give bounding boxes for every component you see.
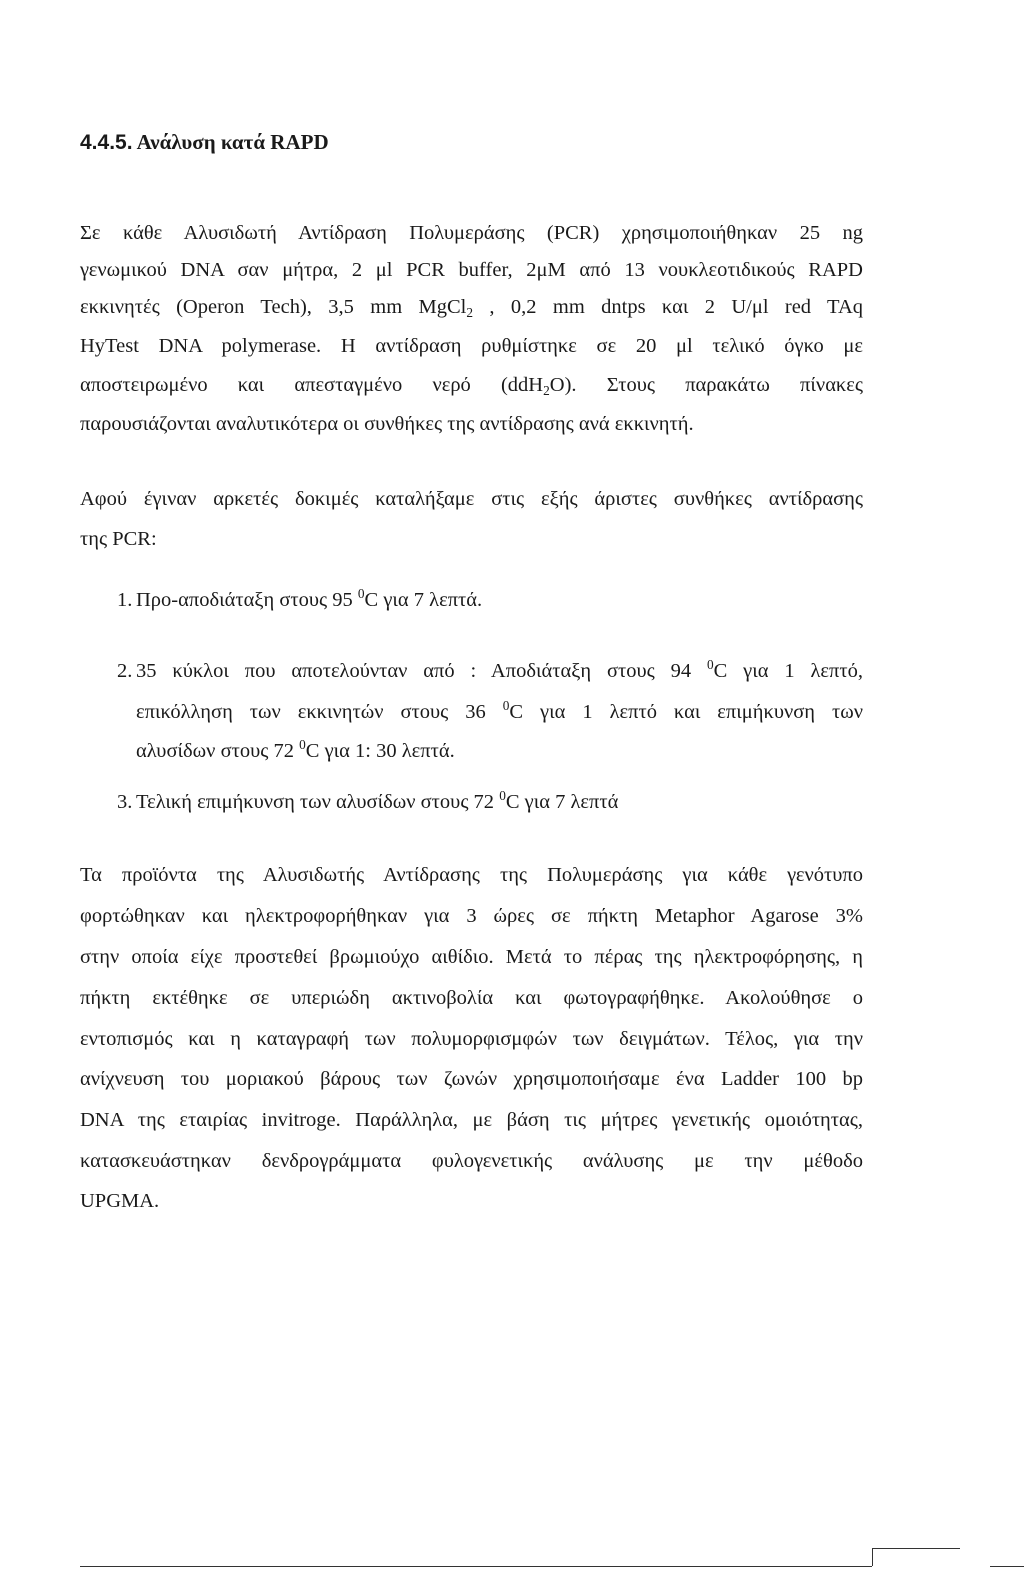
- para3-line3: στην οποία είχε προστεθεί βρωμιούχο αιθίδιο. Μετά το πέρας της ηλεκτροφόρησης, η: [80, 946, 863, 968]
- step2-l2-b: C για 1 λεπτό και επιμήκυνση των: [509, 701, 863, 723]
- section-heading: [80, 130, 329, 155]
- para3-line7: DNA της εταιρίας invitroge. Παράλληλα, με βάση τις μήτρες γενετικής ομοιότητας,: [80, 1109, 863, 1131]
- footer-mark-horizontal: [872, 1548, 960, 1549]
- footer-rule: [80, 1566, 872, 1567]
- para1-line3: [80, 293, 863, 321]
- para3-line4: πήκτη εκτέθηκε σε υπεριώδη ακτινοβολία και φωτογραφήθηκε. Ακολούθησε ο: [80, 987, 863, 1009]
- step2-number: 2.: [117, 660, 133, 682]
- step1-degree: 0: [357, 586, 365, 602]
- step2-l1-a: 35 κύκλοι που αποτελούνταν από : Αποδιάταξη στους 94: [136, 660, 707, 682]
- step2-l3-degree: 0: [299, 737, 306, 753]
- step3-l1-a: Τελική επιμήκυνση των αλυσίδων στους 72: [136, 791, 500, 813]
- para1-line2: γενωμικού DNA σαν μήτρα, 2 μl PCR buffer, 2μΜ από 13 νουκλεοτιδικούς RAPD: [80, 259, 863, 281]
- step1-text-b: C για 7 λεπτά.: [364, 589, 483, 611]
- step3-l1-b: C για 7 λεπτά: [505, 791, 619, 813]
- para1-line6: παρουσιάζονται αναλυτικότερα οι συνθήκες της αντίδρασης ανά εκκινητή.: [80, 413, 694, 435]
- ddh2o-subscript: 2: [543, 382, 550, 398]
- section-number: 4.4.5.: [80, 131, 133, 154]
- step2-l1-degree: 0: [706, 657, 714, 673]
- step2-l2-a: επικόλληση των εκκινητών στους 36: [136, 701, 503, 723]
- para3-line2: φορτώθηκαν και ηλεκτροφορήθηκαν για 3 ώρες σε πήκτη Metaphor Agarose 3%: [80, 905, 863, 927]
- section-title: Ανάλυση κατά RAPD: [136, 130, 329, 154]
- mgcl-subscript: 2: [466, 304, 474, 320]
- step2-line2: [136, 698, 863, 726]
- para1-line3-b: , 0,2 mm dntps και 2 U/μl red TAq: [473, 296, 863, 318]
- para1-line3-a: εκκινητές (Operon Tech), 3,5 mm MgCl: [80, 296, 467, 318]
- para3-line6: ανίχνευση του μοριακού βάρους των ζωνών χρησιμοποιήσαμε ένα Ladder 100 bp: [80, 1068, 863, 1090]
- para1-line1: Σε κάθε Αλυσιδωτή Αντίδραση Πολυμεράσης (PCR) χρησιμοποιήθηκαν 25 ng: [80, 222, 863, 244]
- para2-line1: Αφού έγιναν αρκετές δοκιμές καταλήξαμε στις εξής άριστες συνθήκες αντίδρασης: [80, 488, 863, 510]
- para1-line5-a: αποστειρωμένο και απεσταγμένο νερό (ddH: [80, 374, 544, 396]
- footer-rule-right: [990, 1566, 1024, 1567]
- para1-line5: [80, 371, 863, 399]
- step1-number: 1.: [117, 589, 133, 611]
- step1-text-a: Προ-αποδιάταξη στους 95: [136, 589, 358, 611]
- para3-line1: Τα προϊόντα της Αλυσιδωτής Αντίδρασης της Πολυμεράσης για κάθε γενότυπο: [80, 864, 863, 886]
- para1-line4: HyTest DNA polymerase. Η αντίδραση ρυθμίστηκε σε 20 μl τελικό όγκο με: [80, 335, 863, 357]
- para3-line8: κατασκευάστηκαν δενδρογράμματα φυλογενετικής ανάλυσης με την μέθοδο: [80, 1150, 863, 1172]
- para2-line2: της PCR:: [80, 528, 157, 550]
- footer-mark-vertical: [872, 1548, 873, 1566]
- step2-line3: [136, 737, 863, 765]
- para3-line9: UPGMA.: [80, 1190, 160, 1212]
- step2-line1: [136, 657, 863, 685]
- step2-l3-b: C για 1: 30 λεπτά.: [305, 740, 455, 762]
- step2-l1-b: C για 1 λεπτό,: [713, 660, 863, 682]
- step3-line1: [136, 788, 863, 816]
- step1-line1: [136, 586, 863, 614]
- step2-l3-a: αλυσίδων στους 72: [136, 740, 300, 762]
- para1-line5-b: O). Στους παρακάτω πίνακες: [549, 374, 863, 396]
- step2-l2-degree: 0: [502, 698, 510, 714]
- step3-l1-degree: 0: [499, 788, 506, 804]
- para3-line5: εντοπισμός και η καταγραφή των πολυμορφισμφών των δειγμάτων. Τέλος, για την: [80, 1028, 863, 1050]
- step3-number: 3.: [117, 791, 133, 813]
